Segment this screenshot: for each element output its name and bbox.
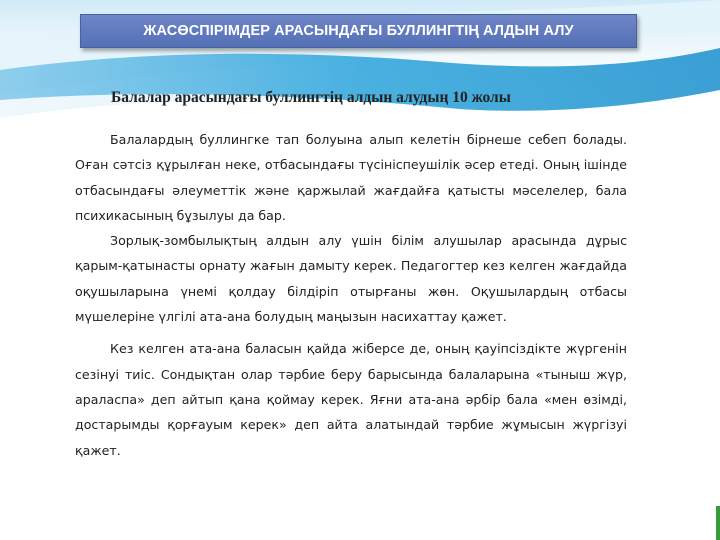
title-banner	[80, 14, 637, 48]
paragraph-3: Кез келген ата-ана баласын қайда жіберсе де, оның қауіпсіздікте жүргенін сезінуі тиіс. Сондықтан олар тәрбие беру барысында балаларына «тыныш жүр, араласпа» деп айтып қана қоймау керек. Яғни ата-ана әрбір бала «мен өзімді, достарымды қорғауым керек» деп айта алатындай тәрбие жұмысын жүргізуі қажет.	[75, 341, 627, 458]
corner-accent	[716, 506, 720, 540]
slide-title: ЖАСӨСПІРІМДЕР АРАСЫНДАҒЫ БУЛЛИНГТІҢ АЛДЫН АЛУ	[143, 23, 574, 39]
section-heading: Балалар арасындағы буллингтің алдын алудың 10 жолы	[111, 89, 511, 106]
paragraph-1: Балалардың буллингке тап болуына алып келетін бірнеше себеп болады. Оған сәтсіз құрылған неке, отбасындағы түсініспеушілік әсер етеді. Оның ішінде отбасындағы әлеуметтік және қаржылай жағдайға қатысты мәселелер, бала психикасының бұзылуы да бар.	[75, 132, 627, 223]
slide-body	[75, 87, 627, 463]
paragraph-2: Зорлық-зомбылықтың алдын алу үшін білім алушылар арасында дұрыс қарым-қатынасты орнату жағын дамыту керек. Педагогтер кез келген жағдайда оқушыларына үнемі қолдау білдіріп отырғаны жөн. Оқушылардың отбасы мүшелеріне үлгілі ата-ана болудың маңызын насихаттау қажет.	[75, 233, 627, 325]
